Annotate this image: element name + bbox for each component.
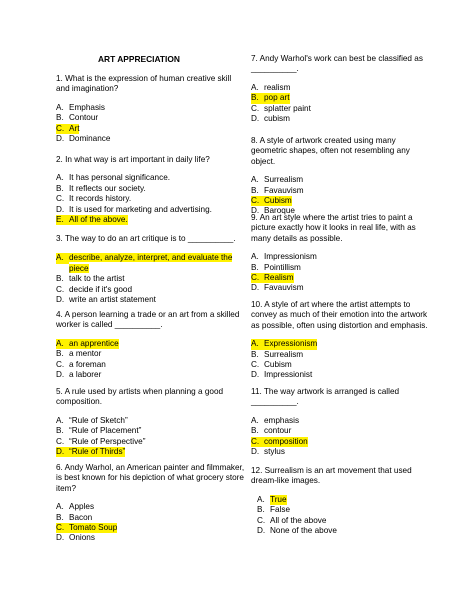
option-letter: D. xyxy=(56,295,65,305)
option xyxy=(56,103,246,113)
option-letter: C. xyxy=(251,360,260,370)
option-letter: B. xyxy=(251,262,259,272)
option xyxy=(251,447,431,457)
option-letter: B. xyxy=(56,113,64,123)
question-text: 12. Surrealism is an art movement that used dream-like images. xyxy=(251,466,412,486)
option-text: It records history. xyxy=(69,194,132,204)
option xyxy=(56,360,246,370)
option xyxy=(56,113,246,123)
option xyxy=(251,273,431,283)
options-list xyxy=(56,339,246,381)
option-letter: A. xyxy=(251,339,264,349)
question-1 xyxy=(56,74,246,144)
option xyxy=(251,350,431,360)
option-text: False xyxy=(270,505,291,515)
question-9 xyxy=(251,213,431,294)
option xyxy=(251,175,431,185)
question-3 xyxy=(56,234,246,305)
options-list xyxy=(251,252,431,294)
option-text: a mentor xyxy=(69,349,102,359)
options-list xyxy=(56,173,246,225)
option-text: an apprentice xyxy=(69,338,119,348)
option-text: Contour xyxy=(69,113,99,123)
option xyxy=(56,416,246,426)
option-text: write an artist statement xyxy=(69,295,156,305)
option xyxy=(56,426,246,436)
option-letter: D. xyxy=(56,447,69,457)
option xyxy=(251,114,431,124)
option-text: None of the above xyxy=(270,526,337,536)
question-8 xyxy=(251,136,431,217)
option xyxy=(56,134,246,144)
option-letter: D. xyxy=(56,134,65,144)
option-text: Cubism xyxy=(264,360,292,370)
question-text: 3. The way to do an art critique is to __________. xyxy=(56,234,236,243)
option xyxy=(56,194,246,204)
option-text: a foreman xyxy=(69,359,106,369)
option-letter: A. xyxy=(56,502,64,512)
option-text: talk to the artist xyxy=(69,274,125,284)
option-text: Emphasis xyxy=(69,102,105,112)
option-text: Apples xyxy=(69,502,95,512)
option-letter: C. xyxy=(251,103,260,113)
option xyxy=(251,283,431,293)
option-text: Art xyxy=(69,123,80,133)
option-text: All of the above. xyxy=(69,215,128,225)
option-text: It has personal significance. xyxy=(69,173,171,183)
option-letter: C. xyxy=(251,196,264,206)
option-text: Tomato Soup xyxy=(69,523,118,533)
option xyxy=(56,370,246,380)
option-letter: A. xyxy=(56,173,64,183)
option-text: Surrealism xyxy=(264,349,304,359)
option xyxy=(251,370,431,380)
option-letter: B. xyxy=(257,505,265,515)
options-list xyxy=(251,495,431,537)
question-text: 9. An art style where the artist tries to paint a picture exactly how it looks in real life, with as many details as possible. xyxy=(251,213,416,243)
option-letter: A. xyxy=(257,494,265,504)
option xyxy=(257,495,431,505)
option xyxy=(56,513,246,523)
option xyxy=(56,124,246,134)
option-letter: B. xyxy=(56,512,64,522)
option-text: Baroque xyxy=(264,206,295,216)
option-text: It reflects our society. xyxy=(69,183,146,193)
options-list xyxy=(56,416,246,458)
option-text: a laborer xyxy=(69,370,102,380)
question-5 xyxy=(56,387,246,457)
option-text: stylus xyxy=(264,447,285,457)
option-text: True xyxy=(270,494,287,504)
option xyxy=(251,263,431,273)
option-letter: C. xyxy=(56,124,69,134)
option-text: Pointillism xyxy=(264,262,301,272)
option xyxy=(56,184,246,194)
option-text-highlight: describe, analyze, interpret, and evaluate the piece xyxy=(69,253,233,273)
option xyxy=(251,104,431,114)
option-letter: C. xyxy=(56,436,65,446)
option-letter: A. xyxy=(56,339,69,349)
option-text: Impressionism xyxy=(264,252,317,262)
option xyxy=(56,274,246,284)
question-7 xyxy=(251,54,431,124)
option-letter: D. xyxy=(251,447,260,457)
option-letter: D. xyxy=(251,114,260,124)
option xyxy=(251,437,431,447)
option xyxy=(56,215,246,225)
option-letter: A. xyxy=(251,175,259,185)
option xyxy=(56,533,246,543)
option-letter: B. xyxy=(251,93,264,103)
option-text: “Rule of Sketch” xyxy=(69,415,128,425)
option-text: Onions xyxy=(69,533,95,543)
page-title: ART APPRECIATION xyxy=(98,54,180,64)
option-text: cubism xyxy=(264,114,290,124)
option-letter: B. xyxy=(56,426,64,436)
option-text: Favauvism xyxy=(264,185,304,195)
option-text: decide if it's good xyxy=(69,284,133,294)
option-letter: B. xyxy=(251,185,259,195)
option xyxy=(56,349,246,359)
question-text: 5. A rule used by artists when planning a good composition. xyxy=(56,387,224,407)
option xyxy=(56,285,246,295)
question-4 xyxy=(56,310,246,380)
option-text: realism xyxy=(264,82,291,92)
option-letter: D. xyxy=(251,283,260,293)
options-list xyxy=(56,103,246,145)
option-letter: B. xyxy=(251,349,259,359)
option xyxy=(257,505,431,515)
option-letter: C. xyxy=(56,194,65,204)
option-letter: E. xyxy=(56,215,69,225)
option-letter: D. xyxy=(56,370,65,380)
option-text: Bacon xyxy=(69,512,93,522)
question-text: 6. Andy Warhol, an American painter and filmmaker, is best known for his depiction of what grocery store item? xyxy=(56,463,245,493)
question-11 xyxy=(251,387,431,457)
options-list xyxy=(56,502,246,544)
option-text: Impressionist xyxy=(264,370,313,380)
options-list xyxy=(251,339,431,381)
option-text: Cubism xyxy=(264,196,292,206)
option-letter: C. xyxy=(56,284,65,294)
options-list xyxy=(251,175,431,217)
option-letter: D. xyxy=(56,204,65,214)
option xyxy=(56,253,246,274)
question-text: 8. A style of artwork created using many geometric shapes, often not resembling any object. xyxy=(251,136,410,166)
question-6 xyxy=(56,463,246,544)
question-12 xyxy=(251,466,431,536)
option-letter: A. xyxy=(56,102,64,112)
option xyxy=(251,416,431,426)
option-letter: B. xyxy=(251,426,259,436)
question-text: 10. A style of art where the artist attempts to convey as much of their emotion into the artwork as possible, often using distortion and emphasis. xyxy=(251,300,428,330)
option-letter: C. xyxy=(257,515,266,525)
option-text: Favauvism xyxy=(264,283,304,293)
option-letter: B. xyxy=(56,349,64,359)
option-text: Expressionism xyxy=(264,339,318,349)
option-letter: C. xyxy=(251,273,264,283)
question-text: 2. In what way is art important in daily life? xyxy=(56,155,210,164)
option-text: It is used for marketing and advertising. xyxy=(69,204,212,214)
option xyxy=(56,295,246,305)
option-letter: C. xyxy=(251,437,264,447)
option-text: composition xyxy=(264,436,308,446)
option-text: pop art xyxy=(264,93,290,103)
option xyxy=(251,83,431,93)
option xyxy=(56,339,246,349)
options-list xyxy=(251,416,431,458)
option-text xyxy=(69,253,239,274)
option xyxy=(56,437,246,447)
option xyxy=(56,205,246,215)
option-letter: D. xyxy=(257,526,266,536)
option-letter: B. xyxy=(56,274,64,284)
option-letter: C. xyxy=(56,523,69,533)
option-text: “Rule of Placement” xyxy=(69,426,142,436)
option xyxy=(257,526,431,536)
option-letter: D. xyxy=(56,533,65,543)
question-text: 1. What is the expression of human creative skill and imagination? xyxy=(56,74,232,94)
question-text: 11. The way artwork is arranged is called __________. xyxy=(251,387,400,407)
option-letter: A. xyxy=(56,253,69,263)
option xyxy=(251,93,431,103)
option-text: splatter paint xyxy=(264,103,311,113)
option xyxy=(251,426,431,436)
option-letter: A. xyxy=(251,82,259,92)
option-text: Surrealism xyxy=(264,175,304,185)
option xyxy=(251,252,431,262)
option xyxy=(251,360,431,370)
option xyxy=(56,447,246,457)
option xyxy=(251,186,431,196)
option-text: “Rule of Perspective” xyxy=(69,436,146,446)
option-text: Realism xyxy=(264,273,294,283)
option-text: “Rule of Thirds” xyxy=(69,447,126,457)
question-2 xyxy=(56,155,246,225)
option-letter: A. xyxy=(56,415,64,425)
option-letter: B. xyxy=(56,183,64,193)
option-letter: D. xyxy=(251,206,260,216)
option-letter: C. xyxy=(56,359,65,369)
option xyxy=(56,523,246,533)
option-text: contour xyxy=(264,426,292,436)
option-letter: D. xyxy=(251,370,260,380)
options-list xyxy=(56,253,246,305)
option xyxy=(56,502,246,512)
option-text: All of the above xyxy=(270,515,327,525)
option-letter: A. xyxy=(251,415,259,425)
options-list xyxy=(251,83,431,125)
option xyxy=(56,173,246,183)
option xyxy=(251,196,431,206)
question-text: 4. A person learning a trade or an art from a skilled worker is called __________. xyxy=(56,310,240,330)
question-text: 7. Andy Warhol's work can best be classified as __________. xyxy=(251,54,423,74)
option xyxy=(251,339,431,349)
question-10 xyxy=(251,300,431,381)
option-letter: A. xyxy=(251,252,259,262)
option xyxy=(257,516,431,526)
option-text: Dominance xyxy=(69,134,111,144)
option-text: emphasis xyxy=(264,415,300,425)
